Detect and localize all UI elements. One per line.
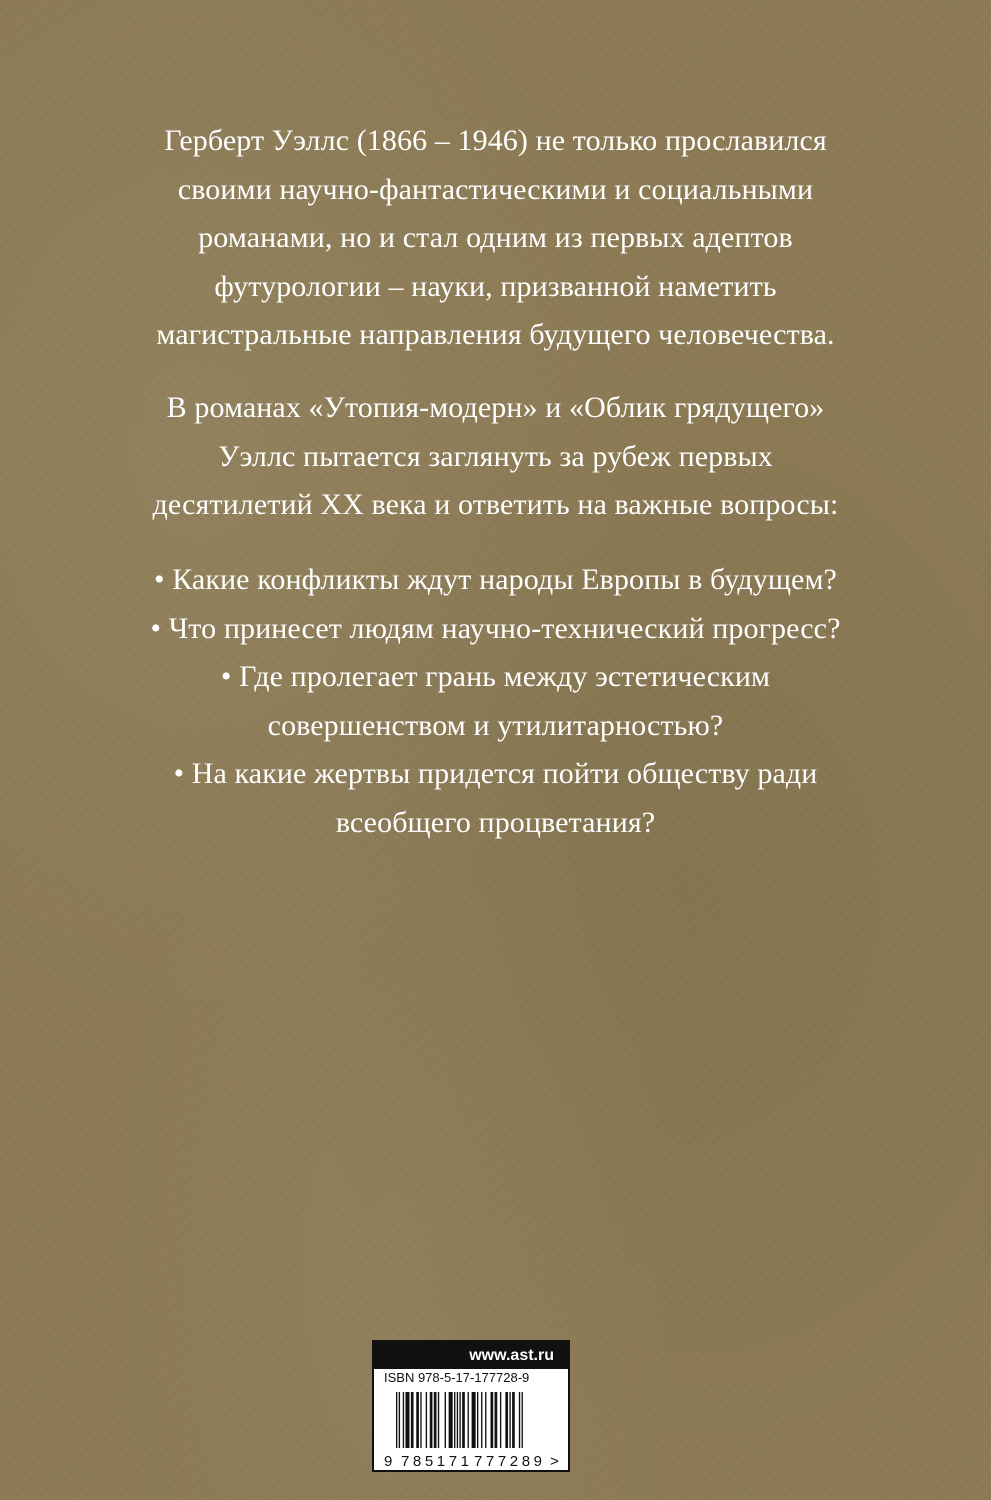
barcode-bar bbox=[485, 1392, 486, 1448]
text-line: десятилетий XX века и ответить на важные вопросы: bbox=[152, 488, 839, 521]
barcode-bar bbox=[519, 1392, 520, 1448]
barcode-bar bbox=[500, 1392, 501, 1448]
barcode-bar bbox=[472, 1392, 476, 1448]
barcode-digit-prefix: 9 bbox=[384, 1453, 393, 1470]
barcode-bar bbox=[468, 1392, 469, 1448]
publisher-website: www.ast.ru bbox=[374, 1342, 568, 1369]
barcode-bar bbox=[445, 1392, 446, 1448]
description-paragraph-novels bbox=[0, 384, 991, 530]
barcode-bar bbox=[399, 1392, 400, 1448]
text-line: магистральные направления будущего человечества. bbox=[156, 318, 835, 351]
question-item: • Что принесет людям научно-технический прогресс? bbox=[150, 611, 841, 645]
barcode-bar bbox=[403, 1392, 404, 1448]
barcode-bar bbox=[416, 1392, 419, 1448]
barcode-bar bbox=[405, 1392, 409, 1448]
text-line: В романах «Утопия-модерн» и «Облик грядущего» bbox=[166, 391, 825, 424]
question-item: • Какие конфликты ждут народы Европы в будущем? bbox=[154, 563, 837, 596]
barcode-label bbox=[372, 1340, 570, 1472]
barcode-bar bbox=[411, 1392, 414, 1448]
barcode-bar bbox=[522, 1392, 523, 1448]
barcode-digits-right: 777289 bbox=[474, 1453, 542, 1470]
barcode-bar bbox=[462, 1392, 465, 1448]
barcode-bar bbox=[505, 1392, 508, 1448]
text-line: футурологии – науки, призванной наметить bbox=[214, 269, 777, 303]
questions-list bbox=[0, 556, 991, 847]
barcode-bar bbox=[420, 1392, 421, 1448]
barcode-bar bbox=[457, 1392, 458, 1448]
question-item-continuation: совершенством и утилитарностью? bbox=[267, 708, 724, 742]
barcode-bars bbox=[396, 1392, 523, 1448]
question-item: • На какие жертвы придется пойти обществу ради bbox=[173, 757, 818, 790]
barcode-bar bbox=[491, 1392, 494, 1448]
barcode-bar bbox=[426, 1392, 427, 1448]
question-item: • Где пролегает грань между эстетическим bbox=[220, 660, 771, 693]
text-line: романами, но и стал одним из первых адептов bbox=[198, 221, 793, 254]
barcode-digits-left: 785171 bbox=[401, 1453, 469, 1470]
description-paragraph-intro bbox=[0, 117, 991, 360]
barcode-bar bbox=[459, 1392, 460, 1448]
isbn-number: ISBN 978-5-17-177728-9 bbox=[384, 1370, 530, 1385]
question-item-continuation: всеобщего процветания? bbox=[335, 805, 656, 839]
barcode-quiet-zone-marker: > bbox=[550, 1453, 559, 1470]
barcode-bar bbox=[512, 1392, 515, 1448]
barcode-graphic bbox=[374, 1342, 568, 1470]
barcode-bar bbox=[434, 1392, 437, 1448]
barcode-bar bbox=[477, 1392, 478, 1448]
barcode-bar bbox=[449, 1392, 453, 1448]
barcode-bar bbox=[495, 1392, 498, 1448]
barcode-bar bbox=[430, 1392, 433, 1448]
text-line: своими научно-фантастическими и социальными bbox=[177, 172, 814, 206]
barcode-bar bbox=[509, 1392, 510, 1448]
barcode-bar bbox=[396, 1392, 397, 1448]
text-line: Уэллс пытается заглянуть за рубеж первых bbox=[218, 439, 773, 473]
barcode-bar bbox=[438, 1392, 439, 1448]
barcode-bar bbox=[454, 1392, 455, 1448]
text-line: Герберт Уэллс (1866 – 1946) не только прославился bbox=[164, 124, 827, 157]
barcode-bar bbox=[481, 1392, 482, 1448]
